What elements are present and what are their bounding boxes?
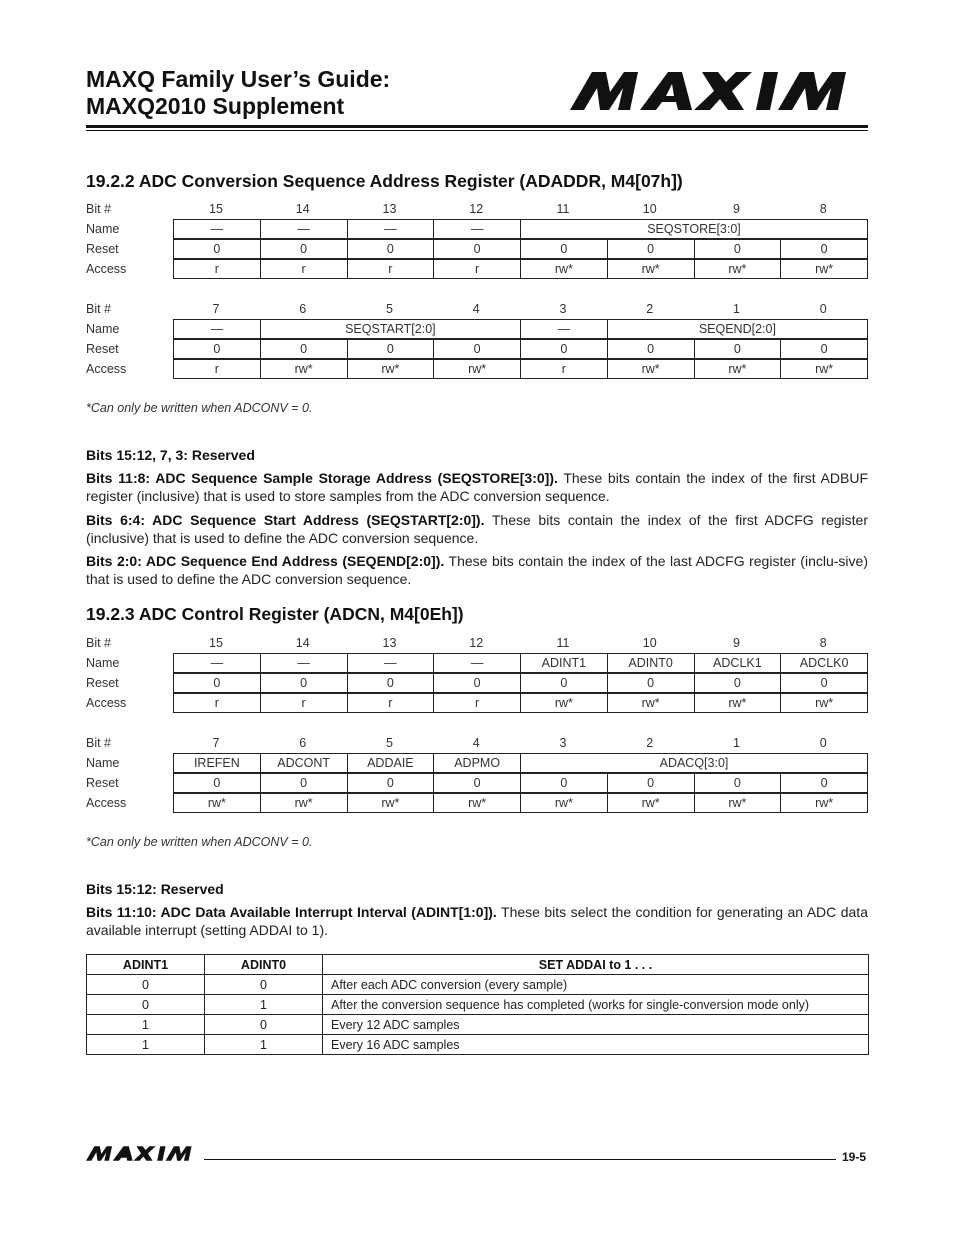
bit-name-cell: — bbox=[173, 219, 261, 239]
reset-value-cell: 0 bbox=[520, 239, 608, 259]
row-label-access: Access bbox=[86, 796, 127, 810]
access-cell: rw* bbox=[780, 793, 868, 813]
header-rule-thin bbox=[86, 130, 868, 131]
register-row-reset bbox=[86, 773, 868, 793]
title-line-2: MAXQ2010 Supplement bbox=[86, 93, 345, 119]
bit-name-cell: ADDAIE bbox=[347, 753, 435, 773]
desc-text: These bits select the condition for generating an ADC data available interrupt (setting ADDAI to 1). bbox=[86, 904, 868, 938]
desc-bold: Bits 11:8: ADC Sequence Sample Storage Address (SEQSTORE[3:0]). bbox=[86, 470, 558, 486]
register-row-reset bbox=[86, 339, 868, 359]
access-cell: r bbox=[260, 693, 348, 713]
header-adint1: ADINT1 bbox=[87, 955, 205, 975]
table-row bbox=[87, 1015, 869, 1035]
access-cell: rw* bbox=[607, 259, 695, 279]
row-label-reset: Reset bbox=[86, 676, 119, 690]
desc-seqend bbox=[86, 552, 868, 588]
bit-number: 15 bbox=[209, 636, 223, 650]
access-cell: rw* bbox=[607, 793, 695, 813]
access-cell: rw* bbox=[694, 359, 782, 379]
access-cell: rw* bbox=[520, 259, 608, 279]
bit-name-cell: — bbox=[520, 319, 608, 339]
bit-number: 2 bbox=[646, 302, 654, 316]
row-label-name: Name bbox=[86, 322, 120, 336]
section-title-adcn: 19.2.3 ADC Control Register (ADCN, M4[0Eh]) bbox=[86, 604, 464, 624]
reset-value-cell: 0 bbox=[694, 773, 782, 793]
bit-number: 9 bbox=[733, 636, 740, 650]
register-table-adaddr-high bbox=[86, 199, 868, 279]
register-row-name bbox=[86, 219, 868, 239]
access-cell: rw* bbox=[520, 693, 608, 713]
row-label-reset: Reset bbox=[86, 342, 119, 356]
bit-name-cell: — bbox=[347, 219, 435, 239]
bit-name-cell: SEQEND[2:0] bbox=[607, 319, 868, 339]
bit-number: 15 bbox=[209, 202, 223, 216]
document-title bbox=[86, 66, 390, 120]
cell-adint1: 1 bbox=[87, 1035, 205, 1055]
reset-value-cell: 0 bbox=[520, 673, 608, 693]
row-label-name: Name bbox=[86, 656, 120, 670]
row-label-bit: Bit # bbox=[86, 636, 112, 650]
section-title-adaddr: 19.2.2 ADC Conversion Sequence Address Register (ADADDR, M4[07h]) bbox=[86, 171, 683, 191]
access-cell: rw* bbox=[780, 259, 868, 279]
bit-name-cell: — bbox=[347, 653, 435, 673]
bit-number: 14 bbox=[295, 202, 310, 216]
bit-name-cell: — bbox=[433, 653, 521, 673]
row-label-access: Access bbox=[86, 362, 127, 376]
bit-number: 11 bbox=[556, 202, 570, 216]
access-cell: rw* bbox=[433, 359, 521, 379]
reset-value-cell: 0 bbox=[780, 773, 868, 793]
reset-value-cell: 0 bbox=[173, 239, 261, 259]
cell-adint1: 0 bbox=[87, 995, 205, 1015]
bit-name-cell: — bbox=[173, 653, 261, 673]
bit-number: 2 bbox=[646, 736, 654, 750]
footnote-adcn: *Can only be written when ADCONV = 0. bbox=[86, 835, 313, 849]
access-cell: r bbox=[260, 259, 348, 279]
table-row bbox=[87, 1035, 869, 1055]
reset-value-cell: 0 bbox=[347, 773, 435, 793]
bit-number: 7 bbox=[212, 736, 220, 750]
reset-value-cell: 0 bbox=[607, 773, 695, 793]
reset-value-cell: 0 bbox=[607, 339, 695, 359]
bit-name-cell: SEQSTART[2:0] bbox=[260, 319, 521, 339]
reset-value-cell: 0 bbox=[520, 339, 608, 359]
row-label-bit: Bit # bbox=[86, 736, 112, 750]
cell-adint0: 0 bbox=[205, 975, 323, 995]
bit-name-cell: ADINT1 bbox=[520, 653, 608, 673]
reset-value-cell: 0 bbox=[433, 673, 521, 693]
bit-number: 4 bbox=[472, 302, 480, 316]
register-table-adcn-high bbox=[86, 633, 868, 713]
access-cell: r bbox=[173, 359, 261, 379]
access-cell: r bbox=[347, 259, 435, 279]
cell-condition: Every 12 ADC samples bbox=[323, 1015, 869, 1035]
access-cell: rw* bbox=[694, 259, 782, 279]
header-adint0: ADINT0 bbox=[205, 955, 323, 975]
row-label-bit: Bit # bbox=[86, 202, 112, 216]
row-label-access: Access bbox=[86, 262, 127, 276]
desc-adaddr-reserved bbox=[86, 446, 868, 464]
row-label-name: Name bbox=[86, 222, 120, 236]
bit-name-cell: — bbox=[433, 219, 521, 239]
bit-name-cell: ADACQ[3:0] bbox=[520, 753, 868, 773]
register-row-access bbox=[86, 693, 868, 713]
register-row-reset bbox=[86, 239, 868, 259]
table-row bbox=[87, 975, 869, 995]
bit-number: 11 bbox=[556, 636, 570, 650]
reset-value-cell: 0 bbox=[173, 339, 261, 359]
bit-number: 7 bbox=[212, 302, 220, 316]
bit-name-cell: ADCLK1 bbox=[694, 653, 782, 673]
desc-bold: Bits 15:12, 7, 3: Reserved bbox=[86, 447, 255, 463]
footnote-adaddr: *Can only be written when ADCONV = 0. bbox=[86, 401, 313, 415]
access-cell: rw* bbox=[780, 693, 868, 713]
reset-value-cell: 0 bbox=[260, 773, 348, 793]
cell-adint0: 1 bbox=[205, 1035, 323, 1055]
bit-number: 14 bbox=[295, 636, 310, 650]
reset-value-cell: 0 bbox=[694, 339, 782, 359]
reset-value-cell: 0 bbox=[260, 239, 348, 259]
reset-value-cell: 0 bbox=[694, 673, 782, 693]
reset-value-cell: 0 bbox=[780, 673, 868, 693]
reset-value-cell: 0 bbox=[607, 673, 695, 693]
bit-number: 1 bbox=[733, 302, 740, 316]
register-row-reset bbox=[86, 673, 868, 693]
bit-number: 6 bbox=[299, 736, 307, 750]
bit-name-cell: ADINT0 bbox=[607, 653, 695, 673]
register-row-name bbox=[86, 319, 868, 339]
register-row-access bbox=[86, 259, 868, 279]
cell-condition: After the conversion sequence has completed (works for single-conversion mode only) bbox=[323, 995, 869, 1015]
bit-name-cell: — bbox=[260, 653, 348, 673]
reset-value-cell: 0 bbox=[260, 339, 348, 359]
access-cell: rw* bbox=[694, 793, 782, 813]
access-cell: rw* bbox=[607, 359, 695, 379]
reset-value-cell: 0 bbox=[347, 673, 435, 693]
access-cell: rw* bbox=[694, 693, 782, 713]
cell-condition: After each ADC conversion (every sample) bbox=[323, 975, 869, 995]
access-cell: rw* bbox=[433, 793, 521, 813]
bit-number: 10 bbox=[642, 202, 657, 216]
bit-number: 4 bbox=[472, 736, 480, 750]
bit-number: 13 bbox=[382, 202, 397, 216]
access-cell: rw* bbox=[607, 693, 695, 713]
bit-number: 10 bbox=[642, 636, 657, 650]
bit-number: 13 bbox=[382, 636, 397, 650]
bit-number: 3 bbox=[559, 736, 567, 750]
access-cell: r bbox=[173, 693, 261, 713]
header-set-addai: SET ADDAI to 1 . . . bbox=[323, 955, 869, 975]
register-row-bit bbox=[86, 199, 868, 219]
desc-seqstart bbox=[86, 511, 868, 547]
bit-name-cell: — bbox=[173, 319, 261, 339]
register-table-adcn-low bbox=[86, 733, 868, 813]
desc-seqstore bbox=[86, 469, 868, 505]
register-table-adaddr-low bbox=[86, 299, 868, 379]
bit-name-cell: IREFEN bbox=[173, 753, 261, 773]
reset-value-cell: 0 bbox=[433, 239, 521, 259]
reset-value-cell: 0 bbox=[433, 773, 521, 793]
register-row-bit bbox=[86, 633, 868, 653]
register-row-bit bbox=[86, 299, 868, 319]
desc-adcn-reserved bbox=[86, 880, 868, 898]
access-cell: rw* bbox=[347, 793, 435, 813]
access-cell: rw* bbox=[347, 359, 435, 379]
desc-bold: Bits 2:0: ADC Sequence End Address (SEQEND[2:0]). bbox=[86, 553, 445, 569]
access-cell: rw* bbox=[780, 359, 868, 379]
reset-value-cell: 0 bbox=[347, 239, 435, 259]
bit-number: 12 bbox=[469, 202, 484, 216]
cell-adint1: 1 bbox=[87, 1015, 205, 1035]
access-cell: rw* bbox=[260, 359, 348, 379]
reset-value-cell: 0 bbox=[173, 673, 261, 693]
bit-name-cell: ADPMO bbox=[433, 753, 521, 773]
bit-number: 8 bbox=[819, 202, 827, 216]
bit-number: 1 bbox=[733, 736, 740, 750]
table-row bbox=[87, 995, 869, 1015]
desc-text: These bits contain the index of the first ADBUF register (inclusive) that is used to store samples from the ADC conversion sequence. bbox=[86, 470, 868, 504]
reset-value-cell: 0 bbox=[607, 239, 695, 259]
bit-number: 0 bbox=[819, 736, 827, 750]
bit-number: 8 bbox=[819, 636, 827, 650]
row-label-name: Name bbox=[86, 756, 120, 770]
access-cell: rw* bbox=[173, 793, 261, 813]
bit-number: 5 bbox=[386, 302, 393, 316]
access-cell: r bbox=[347, 693, 435, 713]
row-label-access: Access bbox=[86, 696, 127, 710]
cell-condition: Every 16 ADC samples bbox=[323, 1035, 869, 1055]
reset-value-cell: 0 bbox=[173, 773, 261, 793]
access-cell: r bbox=[173, 259, 261, 279]
register-row-name bbox=[86, 753, 868, 773]
register-row-bit bbox=[86, 733, 868, 753]
desc-bold: Bits 15:12: Reserved bbox=[86, 881, 224, 897]
access-cell: r bbox=[433, 693, 521, 713]
bit-number: 3 bbox=[559, 302, 567, 316]
reset-value-cell: 0 bbox=[260, 673, 348, 693]
bit-number: 5 bbox=[386, 736, 393, 750]
register-row-access bbox=[86, 793, 868, 813]
reset-value-cell: 0 bbox=[347, 339, 435, 359]
row-label-reset: Reset bbox=[86, 242, 119, 256]
row-label-bit: Bit # bbox=[86, 302, 112, 316]
access-cell: rw* bbox=[520, 793, 608, 813]
reset-value-cell: 0 bbox=[780, 339, 868, 359]
cell-adint0: 1 bbox=[205, 995, 323, 1015]
bit-name-cell: SEQSTORE[3:0] bbox=[520, 219, 868, 239]
bit-name-cell: ADCLK0 bbox=[780, 653, 868, 673]
register-row-name bbox=[86, 653, 868, 673]
bit-number: 12 bbox=[469, 636, 484, 650]
maxim-logo-icon bbox=[570, 72, 868, 110]
reset-value-cell: 0 bbox=[520, 773, 608, 793]
footer-rule bbox=[204, 1159, 836, 1160]
row-label-reset: Reset bbox=[86, 776, 119, 790]
desc-bold: Bits 6:4: ADC Sequence Start Address (SEQSTART[2:0]). bbox=[86, 512, 485, 528]
table-header-row bbox=[87, 955, 869, 975]
bit-name-cell: ADCONT bbox=[260, 753, 348, 773]
access-cell: r bbox=[433, 259, 521, 279]
header-rule-thick bbox=[86, 125, 868, 128]
reset-value-cell: 0 bbox=[694, 239, 782, 259]
maxim-footer-logo-icon bbox=[86, 1146, 200, 1161]
page-number: 19-5 bbox=[842, 1150, 867, 1164]
cell-adint0: 0 bbox=[205, 1015, 323, 1035]
bit-number: 0 bbox=[819, 302, 827, 316]
adint-table bbox=[86, 954, 869, 1055]
desc-text: These bits contain the index of the first ADCFG register (inclusive) that is used to define the ADC conversion sequence. bbox=[86, 512, 868, 546]
register-row-access bbox=[86, 359, 868, 379]
title-line-1: MAXQ Family User’s Guide: bbox=[86, 66, 391, 92]
desc-text: These bits contain the index of the last ADCFG register (inclu-sive) that is used to define the ADC conversion sequence. bbox=[86, 553, 868, 587]
cell-adint1: 0 bbox=[87, 975, 205, 995]
access-cell: r bbox=[520, 359, 608, 379]
bit-name-cell: — bbox=[260, 219, 348, 239]
bit-number: 6 bbox=[299, 302, 307, 316]
access-cell: rw* bbox=[260, 793, 348, 813]
reset-value-cell: 0 bbox=[780, 239, 868, 259]
desc-bold: Bits 11:10: ADC Data Available Interrupt Interval (ADINT[1:0]). bbox=[86, 904, 497, 920]
bit-number: 9 bbox=[733, 202, 740, 216]
desc-adint bbox=[86, 903, 868, 939]
reset-value-cell: 0 bbox=[433, 339, 521, 359]
